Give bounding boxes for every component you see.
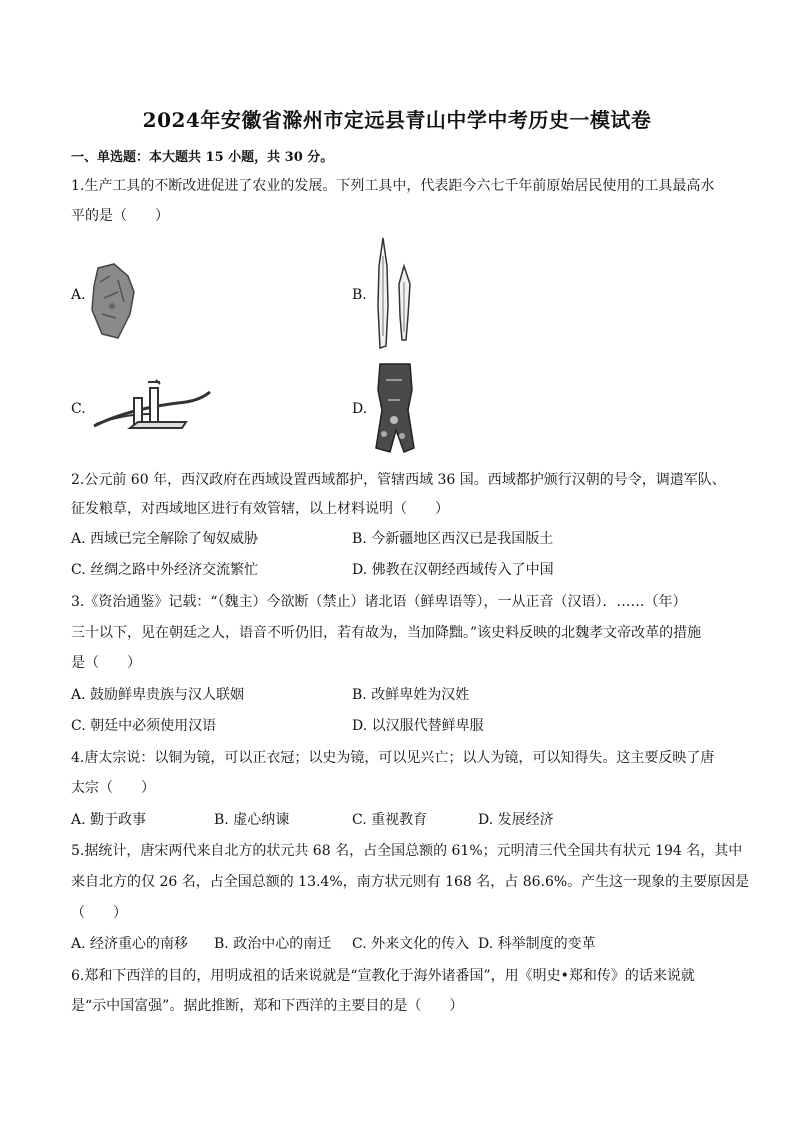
question-text: 太宗（ ） [71,780,155,796]
question-text: （ ） [71,905,127,921]
option-d: D. 佛教在汉朝经西域传入了中国 [352,562,554,578]
option-a: A. 勤于政事 [71,812,147,828]
section-heading: 一、单选题：本大题共 15 小题，共 30 分。 [71,150,334,165]
tool-fragment-icon [372,360,418,456]
stone-axe-icon [88,262,140,342]
option-d: D. 发展经济 [478,812,554,828]
question-text: 3.《资治通鉴》记载：“（魏主）今欲断（禁止）诸北语（鲜卑语等），一从正音（汉语）．……（年） [71,594,687,610]
question-text: 4.唐太宗说：以铜为镜，可以正衣冠；以史为镜，可以见兴亡；以人为镜，可以知得失。这主要反映了唐 [71,750,715,766]
question-text: 平的是（ ） [71,208,169,224]
exam-title: 2024年安徽省滁州市定远县青山中学中考历史一模试卷 [142,108,652,132]
option-d: D. 科举制度的变革 [478,936,596,952]
option-a: A. 经济重心的南移 [71,936,189,952]
option-b: B. [352,287,367,303]
question-text: 2.公元前 60 年，西汉政府在西域设置西域都护，管辖西域 36 国。西域都护颁行汉朝的号令，调遣军队、 [71,472,726,488]
question-text: 是“示中国富强”。据此推断，郑和下西洋的主要目的是（ ） [71,998,464,1014]
bone-tools-icon [372,236,418,352]
option-d: D. 以汉服代替鲜卑服 [352,718,484,734]
option-b: B. 政治中心的南迁 [214,936,332,952]
question-text: 来自北方的仅 26 名，占全国总额的 13.4%，南方状元则有 168 名，占 86.6%。产生这一现象的主要原因是 [71,874,750,890]
question-text: 三十以下，见在朝廷之人，语音不听仍旧，若有故为，当加降黜。”该史料反映的北魏孝文帝改革的措施 [71,625,702,641]
question-text: 1.生产工具的不断改进促进了农业的发展。下列工具中，代表距今六七千年前原始居民使用的工具最高水 [71,178,715,194]
option-c: C. [71,401,86,417]
question-text: 征发粮草，对西域地区进行有效管辖，以上材料说明（ ） [71,501,449,517]
option-c: C. 朝廷中必须使用汉语 [71,718,217,734]
option-a: A. 鼓励鲜卑贵族与汉人联姻 [71,687,245,703]
option-c: C. 重视教育 [352,812,428,828]
option-c: C. 丝绸之路中外经济交流繁忙 [71,562,259,578]
option-b: B. 今新疆地区西汉已是我国版土 [352,531,554,547]
option-b: B. 虚心纳谏 [214,812,290,828]
option-a: A. 西域已完全解除了匈奴威胁 [71,531,259,547]
question-text: 5.据统计，唐宋两代来自北方的状元共 68 名，占全国总额的 61%；元明清三代全国共有状元 194 名，其中 [71,843,743,859]
option-a: A. [71,287,86,303]
option-c: C. 外来文化的传入 [352,936,470,952]
question-text: 是（ ） [71,655,141,671]
option-b: B. 改鲜卑姓为汉姓 [352,687,470,703]
plow-icon [90,378,216,436]
question-text: 6.郑和下西洋的目的，用明成祖的话来说就是“宣教化于海外诸番国”，用《明史•郑和传》的话来说就 [71,968,695,984]
option-d: D. [352,401,368,417]
